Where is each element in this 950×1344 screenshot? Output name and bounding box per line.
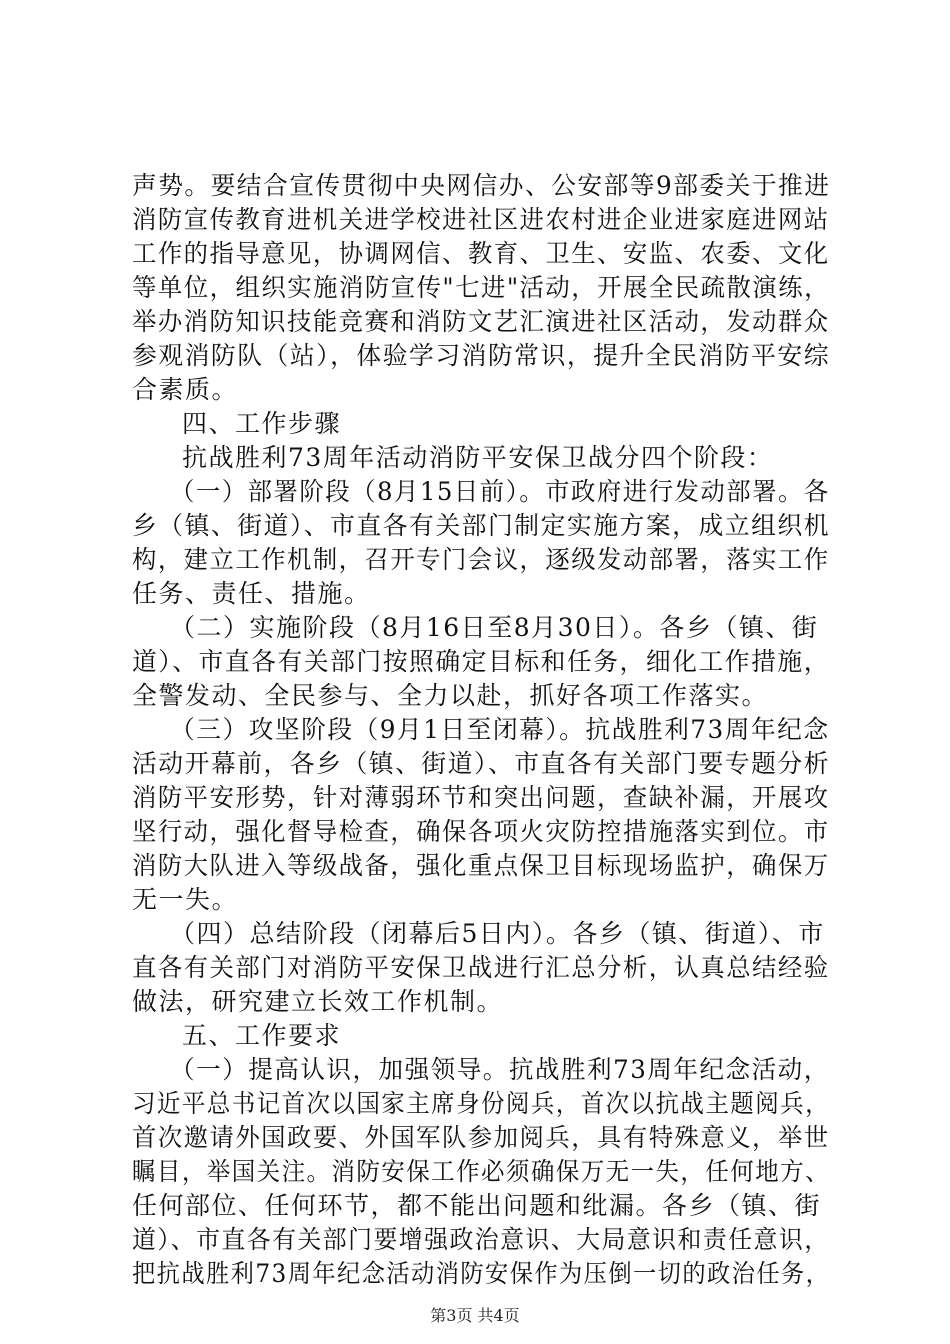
text-line: （二）实施阶段（8月16日至8月30日）。各乡（镇、街	[170, 613, 819, 642]
text-line: 声势。要结合宣传贯彻中央网信办、公安部等9部委关于推进	[132, 171, 831, 200]
text-line: 抗战胜利73周年活动消防平安保卫战分四个阶段：	[182, 443, 774, 472]
page-number-footer: 第3页 共4页	[430, 1306, 520, 1325]
text-line: 消防宣传教育进机关进学校进社区进农村进企业进家庭进网站	[132, 205, 830, 234]
text-line: （四）总结阶段（闭幕后5日内）。各乡（镇、街道）、市	[170, 919, 825, 948]
text-line: 合素质。	[132, 375, 239, 404]
text-line: 做法，研究建立长效工作机制。	[132, 987, 504, 1016]
text-line: （一）部署阶段（8月15日前）。市政府进行发动部署。各	[170, 477, 830, 506]
text-line: 坚行动，强化督导检查，确保各项火灾防控措施落实到位。市	[132, 817, 830, 846]
text-line: 任务、责任、措施。	[132, 579, 371, 608]
section-heading: 五、工作要求	[182, 1021, 342, 1050]
text-line: 无一失。	[132, 885, 239, 914]
text-line: 首次邀请外国政要、外国军队参加阅兵，具有特殊意义，举世	[132, 1123, 830, 1152]
text-line: 参观消防队（站），体验学习消防常识，提升全民消防平安综	[132, 341, 831, 370]
text-line: 道）、市直各有关部门要增强政治意识、大局意识和责任意识，	[132, 1225, 830, 1254]
text-line: 直各有关部门对消防平安保卫战进行汇总分析，认真总结经验	[132, 953, 830, 982]
text-line: 瞩目，举国关注。消防安保工作必须确保万无一失，任何地方、	[132, 1157, 831, 1186]
text-line: 乡（镇、街道）、市直各有关部门制定实施方案，成立组织机	[132, 511, 831, 540]
text-line: 全警发动、全民参与、全力以赴，抓好各项工作落实。	[132, 681, 769, 710]
text-line: 把抗战胜利73周年纪念活动消防安保作为压倒一切的政治任务，	[132, 1259, 831, 1288]
text-line: （一）提高认识，加强领导。抗战胜利73周年纪念活动，	[170, 1055, 830, 1084]
text-line: 消防大队进入等级战备，强化重点保卫目标现场监护，确保万	[132, 851, 830, 880]
text-line: 道）、市直各有关部门按照确定目标和任务，细化工作措施，	[132, 647, 831, 676]
text-line: 等单位，组织实施消防宣传"七进"活动，开展全民疏散演练，	[132, 273, 830, 302]
text-line: 举办消防知识技能竞赛和消防文艺汇演进社区活动，发动群众	[132, 307, 830, 336]
text-line: 工作的指导意见，协调网信、教育、卫生、安监、农委、文化	[132, 239, 830, 268]
text-line: 构，建立工作机制，召开专门会议，逐级发动部署，落实工作	[132, 545, 830, 574]
text-line: （三）攻坚阶段（9月1日至闭幕）。抗战胜利73周年纪念	[170, 715, 830, 744]
section-heading: 四、工作步骤	[182, 409, 342, 438]
text-line: 任何部位、任何环节，都不能出问题和纰漏。各乡（镇、街	[132, 1191, 822, 1220]
text-line: 习近平总书记首次以国家主席身份阅兵，首次以抗战主题阅兵，	[132, 1089, 831, 1118]
text-line: 消防平安形势，针对薄弱环节和突出问题，查缺补漏，开展攻	[132, 783, 830, 812]
text-line: 活动开幕前，各乡（镇、街道）、市直各有关部门要专题分析	[132, 749, 831, 778]
